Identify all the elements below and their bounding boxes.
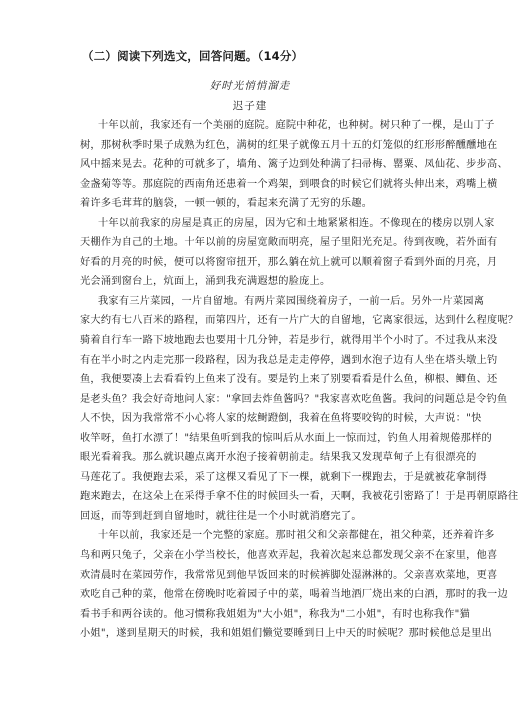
- paragraph: [80, 526, 508, 643]
- essay-author: 迟子建: [232, 100, 268, 112]
- text-line: 欢清晨时在菜园劳作，我常常见到他早饭回来的时候裤脚处湿淋淋的。父亲喜欢菜地，更喜: [80, 569, 498, 581]
- paragraph: [80, 214, 498, 292]
- text-line: 人不快，因为我常常不小心将人家的炫鲥蹬倒，我着在鱼将要咬钩的时候，大声说："快: [80, 413, 482, 425]
- text-line: 风中摇来晃去。花种的可就多了，墙角、篱子边到处种满了扫帚梅、罂粟、凤仙花、步步高、: [80, 159, 508, 171]
- text-line: 着许多毛茸茸的脑袋，一顿一顿的，看起来充满了无穷的乐趣。: [80, 198, 373, 210]
- text-line: 欢吃自己种的菜，他常在傍晚时吃着园子中的菜，喝着当地酒厂烧出来的白酒，那时的我一边: [80, 589, 508, 601]
- text-line: 收竿呀，鱼打水漂了！"结果鱼听到我的惊叫后从水面上一惊而过，钓鱼人用着规倦那样的: [80, 432, 492, 444]
- text-line: 鱼，我便要凑上去看看钓上鱼来了没有。要是钓上来了别要看看是什么鱼，柳根、鲫鱼、还: [80, 374, 498, 386]
- text-line: 家大约有七八百米的路程，而第四片，还有一片广大的自留地，它离家很远，达到什么程度呢？: [80, 315, 518, 327]
- text-line: 鸟和两只兔子，父亲在小学当校长，他喜欢弄起，我着次起来总都发现父亲不在家里，他喜: [80, 550, 498, 562]
- text-line: 光会涌到窗台上，炕面上，涌到我充满遐想的脸庞上。: [80, 276, 331, 288]
- text-line: 有在半小时之内走完那一段路程，因为我总是走走停停，遇到水泡子边有人坐在塔头墩上钓: [80, 354, 498, 366]
- paragraph: [80, 292, 518, 527]
- text-line: 十年以前，我家还是一个完整的家庭。那时祖父和父亲都健在，祖父种菜，还养着许多: [98, 530, 495, 542]
- text-line: 骑着自行车一路下坡地跑去也要用十几分钟，若是步行，就得用半个小时了。不过我从来没: [80, 335, 498, 347]
- essay-title: 好时光悄悄溜走: [209, 80, 291, 92]
- question-header: （二）阅读下列选文，回答问题。（14分）: [82, 49, 304, 63]
- text-line: 金盏菊等等。那庭院的西南角还患着一个鸡架，到喂食的时候它们就将头伸出来，鸡嘴上横: [80, 178, 498, 190]
- text-line: 好看的月亮的时候，便可以将窗帘扭开，那么躺在炕上就可以顺着窗子看到外面的月亮，月: [80, 256, 498, 268]
- text-line: 十年以前我家的房屋是真正的房屋，因为它和土地紧紧相连。不像现在的楼房以别人家: [98, 217, 495, 229]
- text-line: 十年以前，我家还有一个美丽的庭院。庭院中种花，也种树。树只种了一棵，是山丁子: [98, 120, 495, 131]
- text-line: 跑来跑去，在这朵上在采得手拿不住的时候回头一看，天啊，我被花引密路了！于是再朝原路往: [80, 491, 518, 503]
- text-line: 回返，而等到赶到自留地时，就往往是一个小时就消磨完了。: [80, 510, 362, 522]
- text-line: 是老头鱼？我会好奇地问人家："拿回去炸鱼酱吗？"我家喜欢吃鱼酱。我问的问题总是令钓鱼: [80, 393, 508, 405]
- essay-body: [80, 116, 518, 644]
- text-line: 看书手和两谷读的。他习惯称我姐姐为"大小姐"，称我为"二小姐"，有时也称我作"猫: [80, 608, 470, 620]
- text-line: 眼光看着我。那么就识趣点离开水泡子接着朝前走。结果我又发现草甸子上有很漂亮的: [80, 452, 477, 464]
- text-line: 马莲花了。我便跑去采，采了这棵又看见了下一棵，就剩下一棵跑去，于是就被花拿制得: [80, 471, 488, 483]
- text-line: 树，那树秋季时果子成熟为红色，满树的红果子就像五月十五的灯笼似的红形形醉醺醺地在: [80, 139, 498, 151]
- paragraph: [80, 116, 508, 214]
- text-line: 天棚作为自己的土地。十年以前的房屋宽敞而明亮，屋子里阳光充足。待到夜晚，若外面有: [80, 237, 498, 249]
- text-line: 小姐"，遂到星期天的时候，我和姐姐们懒觉要睡到日上中天的时候呢？那时候他总是里出: [80, 628, 492, 640]
- text-line: 我家有三片菜园，一片自留地。有两片菜园围绕着房子，一前一后。另外一片菜园离: [98, 295, 485, 307]
